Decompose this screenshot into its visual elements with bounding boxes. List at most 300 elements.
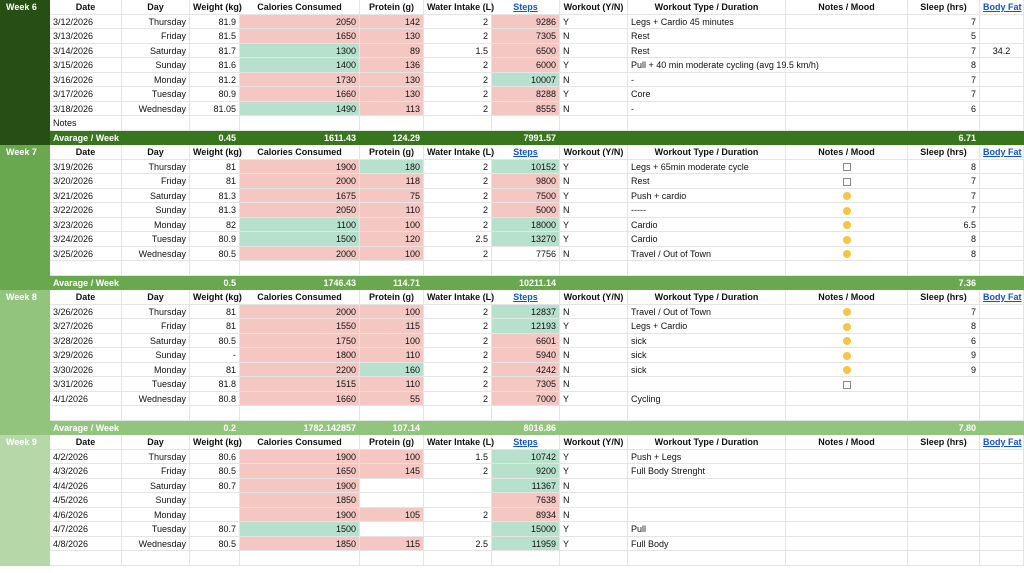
cell-water[interactable]: 2 xyxy=(424,464,492,479)
cell-blank[interactable] xyxy=(560,406,628,421)
cell-notes[interactable] xyxy=(786,464,908,479)
header-day[interactable]: Day xyxy=(122,290,190,305)
cell-date[interactable]: 3/12/2026 xyxy=(50,15,122,30)
cell-date[interactable]: 4/5/2026 xyxy=(50,493,122,508)
cell-day[interactable]: Wednesday xyxy=(122,247,190,262)
avg-cal[interactable]: 1782.142857 xyxy=(303,422,356,433)
cell-cal[interactable]: 1730 xyxy=(240,73,360,88)
cell-water[interactable]: 2 xyxy=(424,174,492,189)
cell-bodyfat[interactable] xyxy=(980,508,1024,523)
cell-date[interactable]: 4/2/2026 xyxy=(50,450,122,465)
header-sleep[interactable]: Sleep (hrs) xyxy=(908,290,980,305)
cell-blank[interactable] xyxy=(908,406,980,421)
cell-date[interactable]: 4/6/2026 xyxy=(50,508,122,523)
cell-blank[interactable] xyxy=(122,261,190,276)
cell-water[interactable]: 2 xyxy=(424,348,492,363)
cell-steps[interactable]: 6000 xyxy=(492,58,560,73)
cell-blank[interactable] xyxy=(122,116,190,131)
avg-prot[interactable]: 114.71 xyxy=(392,277,420,288)
cell-blank[interactable] xyxy=(190,261,240,276)
cell-prot[interactable]: 100 xyxy=(360,450,424,465)
header-weight[interactable]: Weight (kg) xyxy=(190,0,240,15)
header-day[interactable]: Day xyxy=(122,0,190,15)
cell-day[interactable]: Thursday xyxy=(122,160,190,175)
cell-day[interactable]: Tuesday xyxy=(122,522,190,537)
cell-date[interactable]: 3/21/2026 xyxy=(50,189,122,204)
cell-date[interactable]: 4/4/2026 xyxy=(50,479,122,494)
avg-blank[interactable] xyxy=(628,131,786,146)
cell-sleep[interactable]: 6 xyxy=(908,334,980,349)
cell-type[interactable]: Push + cardio xyxy=(628,189,786,204)
cell-workout[interactable]: N xyxy=(560,174,628,189)
cell-sleep[interactable] xyxy=(908,508,980,523)
cell-water[interactable] xyxy=(424,522,492,537)
cell-cal[interactable]: 1100 xyxy=(240,218,360,233)
cell-prot[interactable]: 130 xyxy=(360,29,424,44)
cell-blank[interactable] xyxy=(560,551,628,566)
cell-sleep[interactable]: 5 xyxy=(908,29,980,44)
cell-blank[interactable] xyxy=(360,261,424,276)
cell-bodyfat[interactable] xyxy=(980,464,1024,479)
cell-cal[interactable]: 1850 xyxy=(240,493,360,508)
cell-type[interactable]: sick xyxy=(628,348,786,363)
cell-notes[interactable] xyxy=(786,15,908,30)
cell-workout[interactable]: Y xyxy=(560,87,628,102)
cell-cal[interactable]: 1515 xyxy=(240,377,360,392)
cell-weight[interactable]: 80.9 xyxy=(190,232,240,247)
cell-bodyfat[interactable] xyxy=(980,319,1024,334)
cell-bodyfat[interactable] xyxy=(980,247,1024,262)
cell-bodyfat[interactable] xyxy=(980,218,1024,233)
cell-notes[interactable] xyxy=(786,160,908,175)
header-steps[interactable]: Steps xyxy=(492,435,560,450)
cell-steps[interactable]: 10152 xyxy=(492,160,560,175)
cell-bodyfat[interactable] xyxy=(980,58,1024,73)
cell-date[interactable]: 3/16/2026 xyxy=(50,73,122,88)
cell-steps[interactable]: 5940 xyxy=(492,348,560,363)
cell-blank[interactable] xyxy=(908,116,980,131)
header-date[interactable]: Date xyxy=(50,0,122,15)
cell-water[interactable]: 2.5 xyxy=(424,232,492,247)
cell-prot[interactable]: 100 xyxy=(360,218,424,233)
cell-weight[interactable]: 80.7 xyxy=(190,522,240,537)
cell-bodyfat[interactable] xyxy=(980,537,1024,552)
cell-day[interactable]: Sunday xyxy=(122,203,190,218)
header-bodyfat[interactable]: Body Fat xyxy=(980,290,1024,305)
cell-sleep[interactable]: 7 xyxy=(908,73,980,88)
cell-weight[interactable]: 81.3 xyxy=(190,203,240,218)
cell-steps[interactable]: 7756 xyxy=(492,247,560,262)
cell-bodyfat[interactable] xyxy=(980,87,1024,102)
cell-weight[interactable]: 81 xyxy=(190,174,240,189)
cell-notes[interactable] xyxy=(786,508,908,523)
cell-prot[interactable] xyxy=(360,493,424,508)
cell-notes[interactable] xyxy=(786,319,908,334)
header-sleep[interactable]: Sleep (hrs) xyxy=(908,145,980,160)
cell-prot[interactable]: 130 xyxy=(360,87,424,102)
cell-day[interactable]: Friday xyxy=(122,319,190,334)
cell-type[interactable]: sick xyxy=(628,363,786,378)
cell-day[interactable]: Monday xyxy=(122,508,190,523)
cell-water[interactable]: 2 xyxy=(424,73,492,88)
cell-type[interactable]: Core xyxy=(628,87,786,102)
header-weight[interactable]: Weight (kg) xyxy=(190,435,240,450)
cell-blank[interactable] xyxy=(50,261,122,276)
cell-water[interactable]: 2 xyxy=(424,363,492,378)
cell-day[interactable]: Tuesday xyxy=(122,232,190,247)
cell-bodyfat[interactable] xyxy=(980,15,1024,30)
cell-blank[interactable] xyxy=(424,261,492,276)
cell-steps[interactable]: 9200 xyxy=(492,464,560,479)
cell-day[interactable]: Thursday xyxy=(122,15,190,30)
cell-workout[interactable]: N xyxy=(560,377,628,392)
cell-blank[interactable] xyxy=(190,551,240,566)
header-cal[interactable]: Calories Consumed xyxy=(240,290,360,305)
cell-type[interactable]: Rest xyxy=(628,174,786,189)
avg-sleep[interactable]: 7.80 xyxy=(958,422,976,433)
cell-prot[interactable]: 110 xyxy=(360,377,424,392)
cell-steps[interactable]: 7305 xyxy=(492,377,560,392)
cell-steps[interactable]: 11367 xyxy=(492,479,560,494)
cell-steps[interactable]: 4242 xyxy=(492,363,560,378)
cell-date[interactable]: 3/23/2026 xyxy=(50,218,122,233)
cell-water[interactable]: 2 xyxy=(424,87,492,102)
cell-cal[interactable]: 1650 xyxy=(240,464,360,479)
cell-day[interactable]: Friday xyxy=(122,174,190,189)
cell-bodyfat[interactable] xyxy=(980,203,1024,218)
cell-blank[interactable] xyxy=(786,116,908,131)
header-bodyfat[interactable]: Body Fat xyxy=(980,435,1024,450)
cell-prot[interactable]: 55 xyxy=(360,392,424,407)
cell-steps[interactable]: 10742 xyxy=(492,450,560,465)
cell-day[interactable]: Wednesday xyxy=(122,537,190,552)
cell-water[interactable]: 2 xyxy=(424,334,492,349)
cell-prot[interactable]: 89 xyxy=(360,44,424,59)
cell-notes[interactable] xyxy=(786,377,908,392)
cell-cal[interactable]: 1550 xyxy=(240,319,360,334)
cell-weight[interactable]: 80.5 xyxy=(190,537,240,552)
checkbox-icon[interactable] xyxy=(843,163,851,171)
header-sleep[interactable]: Sleep (hrs) xyxy=(908,435,980,450)
header-workout[interactable]: Workout (Y/N) xyxy=(560,0,628,15)
cell-water[interactable]: 2 xyxy=(424,160,492,175)
avg-blank[interactable] xyxy=(786,421,908,436)
cell-cal[interactable]: 1500 xyxy=(240,522,360,537)
cell-day[interactable]: Monday xyxy=(122,73,190,88)
cell-day[interactable]: Friday xyxy=(122,464,190,479)
cell-cal[interactable]: 2200 xyxy=(240,363,360,378)
cell-prot[interactable]: 145 xyxy=(360,464,424,479)
cell-blank[interactable] xyxy=(628,261,786,276)
cell-water[interactable]: 2 xyxy=(424,508,492,523)
cell-bodyfat[interactable] xyxy=(980,348,1024,363)
cell-prot[interactable]: 180 xyxy=(360,160,424,175)
cell-sleep[interactable]: 7 xyxy=(908,203,980,218)
header-prot[interactable]: Protein (g) xyxy=(360,290,424,305)
cell-cal[interactable]: 1850 xyxy=(240,537,360,552)
cell-day[interactable]: Sunday xyxy=(122,58,190,73)
header-cal[interactable]: Calories Consumed xyxy=(240,0,360,15)
header-notes[interactable]: Notes / Mood xyxy=(786,145,908,160)
cell-bodyfat[interactable]: 34.2 xyxy=(980,44,1024,59)
cell-sleep[interactable]: 6 xyxy=(908,102,980,117)
header-workout[interactable]: Workout (Y/N) xyxy=(560,435,628,450)
cell-notes[interactable] xyxy=(786,348,908,363)
cell-blank[interactable] xyxy=(560,261,628,276)
avg-blank[interactable] xyxy=(560,131,628,146)
cell-blank[interactable] xyxy=(908,261,980,276)
cell-blank[interactable] xyxy=(240,261,360,276)
cell-type[interactable]: Cycling xyxy=(628,392,786,407)
cell-blank[interactable] xyxy=(50,406,122,421)
cell-weight[interactable]: 81.2 xyxy=(190,73,240,88)
cell-notes[interactable] xyxy=(786,450,908,465)
cell-blank[interactable] xyxy=(628,406,786,421)
cell-blank[interactable] xyxy=(190,116,240,131)
cell-workout[interactable]: Y xyxy=(560,392,628,407)
cell-weight[interactable]: 81 xyxy=(190,305,240,320)
cell-blank[interactable]: Notes xyxy=(50,116,122,131)
cell-weight[interactable]: - xyxy=(190,348,240,363)
cell-cal[interactable]: 2000 xyxy=(240,247,360,262)
cell-date[interactable]: 4/1/2026 xyxy=(50,392,122,407)
header-day[interactable]: Day xyxy=(122,435,190,450)
cell-steps[interactable]: 7638 xyxy=(492,493,560,508)
cell-sleep[interactable]: 7 xyxy=(908,87,980,102)
cell-type[interactable]: Cardio xyxy=(628,232,786,247)
cell-sleep[interactable]: 7 xyxy=(908,15,980,30)
cell-cal[interactable]: 1900 xyxy=(240,479,360,494)
header-steps[interactable]: Steps xyxy=(492,145,560,160)
cell-prot[interactable]: 105 xyxy=(360,508,424,523)
cell-sleep[interactable]: 7 xyxy=(908,189,980,204)
cell-type[interactable]: Pull + 40 min moderate cycling (avg 19.5 km/h) xyxy=(628,58,786,73)
cell-steps[interactable]: 12837 xyxy=(492,305,560,320)
cell-date[interactable]: 4/7/2026 xyxy=(50,522,122,537)
cell-workout[interactable]: Y xyxy=(560,218,628,233)
avg-label[interactable]: Avarage / Week xyxy=(53,277,120,288)
cell-prot[interactable]: 160 xyxy=(360,363,424,378)
cell-weight[interactable]: 81.6 xyxy=(190,58,240,73)
header-notes[interactable]: Notes / Mood xyxy=(786,0,908,15)
cell-steps[interactable]: 11959 xyxy=(492,537,560,552)
cell-cal[interactable]: 1900 xyxy=(240,450,360,465)
cell-weight[interactable]: 80.6 xyxy=(190,450,240,465)
avg-prot[interactable]: 124.29 xyxy=(392,132,420,143)
cell-workout[interactable]: Y xyxy=(560,319,628,334)
cell-type[interactable] xyxy=(628,508,786,523)
cell-cal[interactable]: 1675 xyxy=(240,189,360,204)
checkbox-icon[interactable] xyxy=(843,178,851,186)
cell-water[interactable]: 2 xyxy=(424,392,492,407)
cell-blank[interactable] xyxy=(424,116,492,131)
cell-cal[interactable]: 1800 xyxy=(240,348,360,363)
cell-weight[interactable]: 81 xyxy=(190,363,240,378)
cell-blank[interactable] xyxy=(492,116,560,131)
cell-sleep[interactable] xyxy=(908,493,980,508)
avg-steps[interactable]: 8016.86 xyxy=(523,422,556,433)
avg-blank[interactable] xyxy=(628,421,786,436)
cell-sleep[interactable]: 8 xyxy=(908,160,980,175)
cell-sleep[interactable]: 9 xyxy=(908,363,980,378)
avg-weight[interactable]: 0.2 xyxy=(223,422,236,433)
cell-notes[interactable] xyxy=(786,522,908,537)
avg-blank[interactable] xyxy=(560,421,628,436)
cell-sleep[interactable] xyxy=(908,464,980,479)
avg-blank[interactable] xyxy=(560,276,628,291)
cell-water[interactable] xyxy=(424,493,492,508)
cell-workout[interactable]: N xyxy=(560,102,628,117)
header-weight[interactable]: Weight (kg) xyxy=(190,145,240,160)
cell-steps[interactable]: 9800 xyxy=(492,174,560,189)
cell-prot[interactable]: 113 xyxy=(360,102,424,117)
cell-workout[interactable]: Y xyxy=(560,232,628,247)
cell-blank[interactable] xyxy=(424,551,492,566)
header-date[interactable]: Date xyxy=(50,290,122,305)
cell-type[interactable]: Rest xyxy=(628,44,786,59)
cell-steps[interactable]: 5000 xyxy=(492,203,560,218)
cell-type[interactable]: Push + Legs xyxy=(628,450,786,465)
cell-date[interactable]: 3/18/2026 xyxy=(50,102,122,117)
cell-water[interactable]: 2 xyxy=(424,29,492,44)
header-workout[interactable]: Workout (Y/N) xyxy=(560,290,628,305)
avg-blank[interactable] xyxy=(424,276,492,291)
avg-label[interactable]: Avarage / Week xyxy=(53,422,120,433)
cell-day[interactable]: Thursday xyxy=(122,305,190,320)
cell-notes[interactable] xyxy=(786,87,908,102)
cell-cal[interactable]: 2000 xyxy=(240,174,360,189)
cell-prot[interactable]: 75 xyxy=(360,189,424,204)
cell-type[interactable]: Legs + Cardio xyxy=(628,319,786,334)
cell-date[interactable]: 3/22/2026 xyxy=(50,203,122,218)
cell-notes[interactable] xyxy=(786,102,908,117)
header-prot[interactable]: Protein (g) xyxy=(360,145,424,160)
cell-notes[interactable] xyxy=(786,493,908,508)
cell-bodyfat[interactable] xyxy=(980,160,1024,175)
cell-prot[interactable] xyxy=(360,522,424,537)
cell-weight[interactable]: 81.3 xyxy=(190,189,240,204)
cell-type[interactable] xyxy=(628,377,786,392)
cell-date[interactable]: 3/25/2026 xyxy=(50,247,122,262)
cell-notes[interactable] xyxy=(786,44,908,59)
cell-type[interactable]: - xyxy=(628,73,786,88)
cell-workout[interactable]: N xyxy=(560,479,628,494)
cell-weight[interactable]: 80.5 xyxy=(190,247,240,262)
header-water[interactable]: Water Intake (L) xyxy=(424,0,492,15)
cell-workout[interactable]: Y xyxy=(560,189,628,204)
header-prot[interactable]: Protein (g) xyxy=(360,435,424,450)
header-weight[interactable]: Weight (kg) xyxy=(190,290,240,305)
cell-workout[interactable]: Y xyxy=(560,450,628,465)
cell-notes[interactable] xyxy=(786,232,908,247)
cell-water[interactable]: 1.5 xyxy=(424,44,492,59)
cell-workout[interactable]: Y xyxy=(560,522,628,537)
cell-blank[interactable] xyxy=(360,116,424,131)
cell-type[interactable]: Pull xyxy=(628,522,786,537)
cell-blank[interactable] xyxy=(908,551,980,566)
header-notes[interactable]: Notes / Mood xyxy=(786,290,908,305)
avg-blank[interactable] xyxy=(122,421,190,436)
cell-workout[interactable]: N xyxy=(560,493,628,508)
cell-date[interactable]: 4/8/2026 xyxy=(50,537,122,552)
cell-blank[interactable] xyxy=(786,406,908,421)
cell-workout[interactable]: Y xyxy=(560,15,628,30)
cell-steps[interactable]: 6601 xyxy=(492,334,560,349)
cell-blank[interactable] xyxy=(980,551,1024,566)
cell-weight[interactable] xyxy=(190,508,240,523)
cell-sleep[interactable] xyxy=(908,450,980,465)
cell-workout[interactable]: N xyxy=(560,348,628,363)
cell-blank[interactable] xyxy=(980,116,1024,131)
cell-notes[interactable] xyxy=(786,334,908,349)
cell-prot[interactable]: 115 xyxy=(360,537,424,552)
cell-notes[interactable] xyxy=(786,203,908,218)
cell-date[interactable]: 3/30/2026 xyxy=(50,363,122,378)
cell-type[interactable]: sick xyxy=(628,334,786,349)
cell-bodyfat[interactable] xyxy=(980,102,1024,117)
cell-bodyfat[interactable] xyxy=(980,493,1024,508)
cell-steps[interactable]: 12193 xyxy=(492,319,560,334)
cell-prot[interactable]: 100 xyxy=(360,305,424,320)
avg-blank[interactable] xyxy=(980,276,1024,291)
cell-cal[interactable]: 1300 xyxy=(240,44,360,59)
header-type[interactable]: Workout Type / Duration xyxy=(628,0,786,15)
avg-cal[interactable]: 1611.43 xyxy=(323,132,356,143)
cell-weight[interactable]: 81.7 xyxy=(190,44,240,59)
cell-bodyfat[interactable] xyxy=(980,334,1024,349)
header-type[interactable]: Workout Type / Duration xyxy=(628,435,786,450)
avg-blank[interactable] xyxy=(628,276,786,291)
cell-prot[interactable]: 100 xyxy=(360,247,424,262)
cell-notes[interactable] xyxy=(786,392,908,407)
cell-blank[interactable] xyxy=(786,261,908,276)
header-day[interactable]: Day xyxy=(122,145,190,160)
cell-type[interactable]: Legs + 65min moderate cycle xyxy=(628,160,786,175)
cell-water[interactable]: 2 xyxy=(424,189,492,204)
cell-blank[interactable] xyxy=(980,261,1024,276)
cell-date[interactable]: 3/17/2026 xyxy=(50,87,122,102)
cell-workout[interactable]: N xyxy=(560,29,628,44)
cell-date[interactable]: 3/20/2026 xyxy=(50,174,122,189)
header-bodyfat[interactable]: Body Fat xyxy=(980,145,1024,160)
cell-blank[interactable] xyxy=(492,551,560,566)
cell-bodyfat[interactable] xyxy=(980,450,1024,465)
cell-blank[interactable] xyxy=(492,406,560,421)
cell-blank[interactable] xyxy=(240,551,360,566)
cell-blank[interactable] xyxy=(190,406,240,421)
cell-weight[interactable]: 81 xyxy=(190,319,240,334)
cell-bodyfat[interactable] xyxy=(980,73,1024,88)
header-type[interactable]: Workout Type / Duration xyxy=(628,145,786,160)
cell-date[interactable]: 3/26/2026 xyxy=(50,305,122,320)
cell-sleep[interactable]: 8 xyxy=(908,232,980,247)
cell-type[interactable]: ----- xyxy=(628,203,786,218)
avg-steps[interactable]: 10211.14 xyxy=(518,277,556,288)
avg-prot[interactable]: 107.14 xyxy=(392,422,420,433)
cell-day[interactable]: Saturday xyxy=(122,334,190,349)
header-cal[interactable]: Calories Consumed xyxy=(240,435,360,450)
avg-steps[interactable]: 7991.57 xyxy=(523,132,556,143)
cell-type[interactable]: Legs + Cardio 45 minutes xyxy=(628,15,786,30)
cell-water[interactable]: 2 xyxy=(424,102,492,117)
cell-bodyfat[interactable] xyxy=(980,174,1024,189)
cell-water[interactable] xyxy=(424,479,492,494)
cell-notes[interactable] xyxy=(786,363,908,378)
cell-type[interactable] xyxy=(628,493,786,508)
cell-bodyfat[interactable] xyxy=(980,363,1024,378)
cell-prot[interactable]: 130 xyxy=(360,73,424,88)
cell-type[interactable]: Travel / Out of Town xyxy=(628,247,786,262)
